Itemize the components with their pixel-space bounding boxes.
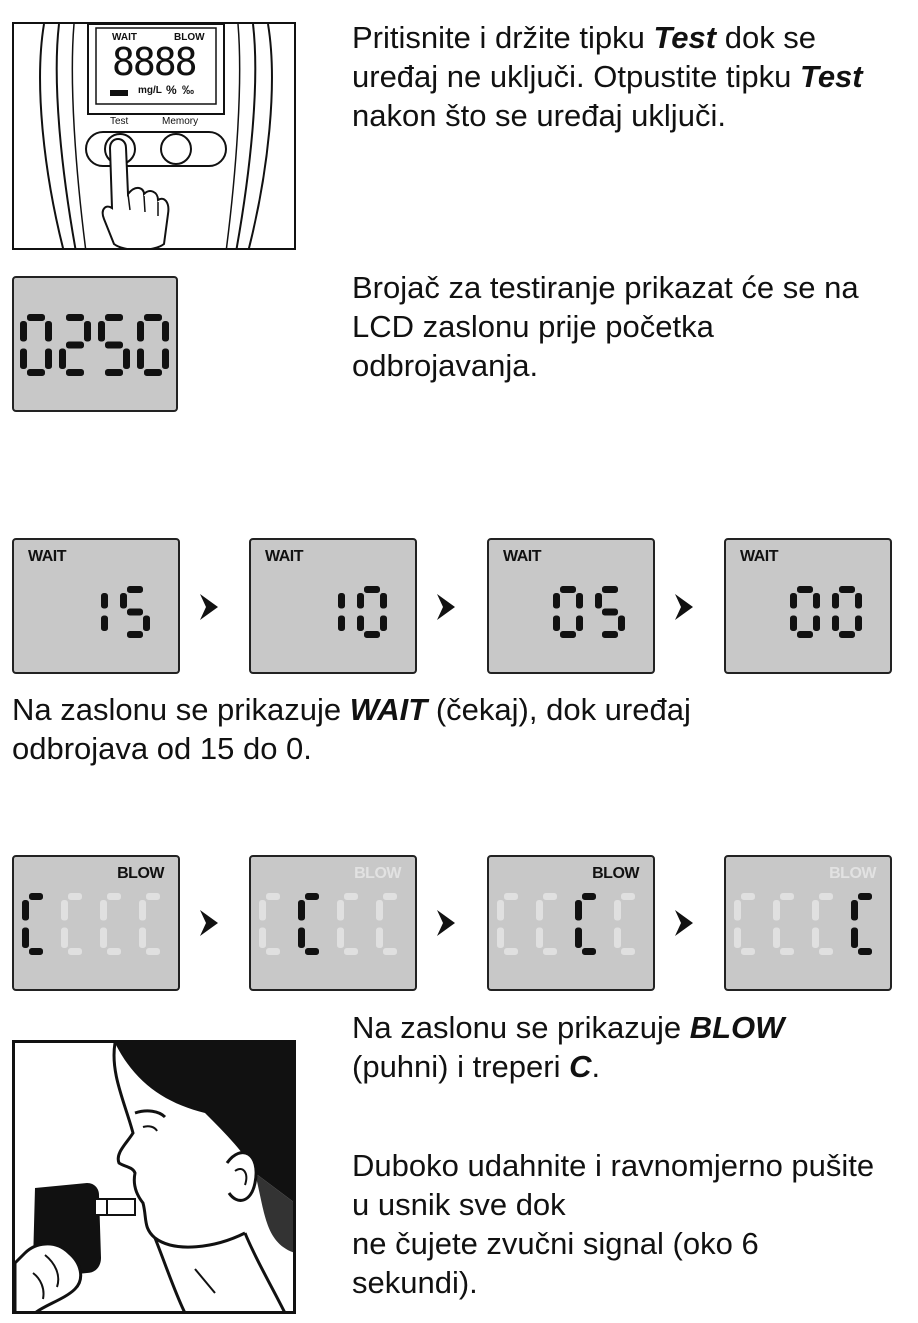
lcd-digit [98, 314, 130, 376]
lcd-segment [858, 948, 872, 955]
lcd-segment [137, 349, 144, 370]
lcd-segment [582, 893, 596, 900]
device-memory-button-label: Memory [162, 116, 199, 127]
lcd-segment [357, 616, 364, 632]
lcd-segment [504, 948, 518, 955]
lcd-segment [797, 631, 813, 638]
lcd-segment [832, 616, 839, 632]
lcd-segment [575, 928, 582, 949]
lcd-segment [105, 314, 123, 321]
lcd-segment [851, 900, 858, 921]
device-lcd-unit-permille: ‰ [182, 83, 194, 97]
lcd-segment [851, 928, 858, 949]
lcd-digit [59, 314, 91, 376]
next-arrow-icon [198, 908, 220, 938]
lcd-segment [68, 948, 82, 955]
next-arrow-icon [198, 592, 220, 622]
lcd-segment [305, 893, 319, 900]
lcd-segment [84, 321, 91, 342]
counter-digits [14, 278, 176, 410]
lcd-segment [618, 616, 625, 632]
lcd-segment [20, 321, 27, 342]
lcd-segment [560, 631, 576, 638]
lcd-segment [376, 900, 383, 921]
lcd-digit [259, 893, 280, 955]
lcd-segment [858, 893, 872, 900]
blow-label: BLOW [354, 865, 401, 882]
lcd-segment [497, 900, 504, 921]
blow-c-digits [489, 857, 653, 989]
keyword-test-1: Test [653, 20, 717, 55]
lcd-segment [780, 948, 794, 955]
lcd-segment [259, 928, 266, 949]
lcd-segment [105, 369, 123, 376]
lcd-segment [797, 586, 813, 593]
lcd-segment [259, 900, 266, 921]
blow-label: BLOW [592, 865, 639, 882]
lcd-segment [575, 900, 582, 921]
blow-label: BLOW [117, 865, 164, 882]
next-arrow-icon [673, 592, 695, 622]
lcd-segment [101, 593, 108, 609]
blow-label: BLOW [829, 865, 876, 882]
lcd-segment [143, 616, 150, 632]
lcd-segment [560, 586, 576, 593]
lcd-segment [59, 349, 66, 370]
lcd-segment [27, 314, 45, 321]
lcd-segment [364, 586, 380, 593]
lcd-segment [127, 586, 143, 593]
lcd-segment [162, 321, 169, 342]
lcd-digit [851, 893, 872, 955]
lcd-digit [790, 586, 820, 638]
countdown-lcd [724, 538, 892, 674]
next-arrow-icon [673, 908, 695, 938]
lcd-segment [298, 928, 305, 949]
lcd-segment [543, 893, 557, 900]
lcd-digit [337, 893, 358, 955]
blow-c-digits [14, 857, 178, 989]
lcd-segment [536, 928, 543, 949]
lcd-segment [66, 342, 84, 349]
lcd-segment [305, 948, 319, 955]
lcd-segment [543, 948, 557, 955]
lcd-segment [266, 893, 280, 900]
final-line-4: sekundi). [352, 1265, 478, 1300]
lcd-segment [839, 631, 855, 638]
lcd-segment [812, 928, 819, 949]
countdown-digits [489, 540, 653, 672]
lcd-segment [383, 948, 397, 955]
lcd-digit [298, 893, 319, 955]
lcd-digit [812, 893, 833, 955]
lcd-segment [66, 369, 84, 376]
lcd-segment [146, 893, 160, 900]
lcd-segment [337, 928, 344, 949]
lcd-segment [602, 609, 618, 616]
lcd-digit [139, 893, 160, 955]
lcd-segment [344, 893, 358, 900]
final-line-1: Duboko udahnite i ravnomjerno pušite [352, 1148, 875, 1183]
lcd-segment [29, 948, 43, 955]
man-blowing-drawing [15, 1043, 295, 1313]
lcd-segment [127, 609, 143, 616]
lcd-segment [741, 948, 755, 955]
user-blowing-illustration [12, 1040, 296, 1314]
lcd-segment [553, 616, 560, 632]
lcd-segment [614, 900, 621, 921]
lcd-segment [120, 593, 127, 609]
lcd-segment [380, 616, 387, 632]
countdown-digits [14, 540, 178, 672]
lcd-segment [734, 928, 741, 949]
device-illustration [12, 22, 296, 250]
wait-label: WAIT [265, 548, 303, 565]
lcd-digit [734, 893, 755, 955]
countdown-lcd [12, 538, 180, 674]
lcd-segment [338, 616, 345, 632]
lcd-segment [61, 928, 68, 949]
lcd-digit [575, 893, 596, 955]
lcd-segment [338, 593, 345, 609]
countdown-instruction: Na zaslonu se prikazuje WAIT (čekaj), dok uređaj odbrojava od 15 do 0. [12, 692, 691, 766]
lcd-segment [98, 321, 105, 342]
device-lcd-unit-percent: % [166, 83, 177, 97]
lcd-digit [376, 893, 397, 955]
lcd-digit [553, 586, 583, 638]
lcd-segment [812, 900, 819, 921]
lcd-digit [773, 893, 794, 955]
lcd-segment [504, 893, 518, 900]
lcd-segment [790, 616, 797, 632]
lcd-segment [68, 893, 82, 900]
lcd-segment [144, 369, 162, 376]
lcd-segment [383, 893, 397, 900]
lcd-segment [27, 369, 45, 376]
counter-lcd [12, 276, 178, 412]
blow-c-digits [726, 857, 890, 989]
countdown-lcd [487, 538, 655, 674]
blow-lcd [249, 855, 417, 991]
lcd-segment [127, 631, 143, 638]
lcd-segment [819, 893, 833, 900]
blow-instruction: Na zaslonu se prikazuje BLOW (puhni) i treperi C. [352, 1010, 785, 1084]
lcd-segment [22, 900, 29, 921]
lcd-segment [146, 948, 160, 955]
countdown-lcd [249, 538, 417, 674]
lcd-segment [602, 631, 618, 638]
next-arrow-icon [435, 908, 457, 938]
device-test-button-label: Test [110, 116, 129, 127]
lcd-segment [576, 616, 583, 632]
keyword-wait: WAIT [349, 692, 428, 727]
lcd-digit [338, 593, 345, 631]
lcd-segment [614, 928, 621, 949]
keyword-c: C [569, 1049, 592, 1084]
final-line-2: u usnik sve dok [352, 1187, 566, 1222]
lcd-segment [621, 948, 635, 955]
lcd-segment [107, 893, 121, 900]
lcd-segment [773, 900, 780, 921]
lcd-segment [105, 342, 123, 349]
device-lcd-digits: 8888 [112, 40, 196, 84]
keyword-blow: BLOW [689, 1010, 785, 1045]
lcd-segment [595, 593, 602, 609]
lcd-digit [595, 586, 625, 638]
lcd-segment [100, 900, 107, 921]
blow-lcd [487, 855, 655, 991]
next-arrow-icon [435, 592, 457, 622]
lcd-segment [45, 349, 52, 370]
lcd-segment [780, 893, 794, 900]
wait-label: WAIT [28, 548, 66, 565]
lcd-digit [357, 586, 387, 638]
lcd-segment [819, 948, 833, 955]
lcd-segment [66, 314, 84, 321]
lcd-digit [101, 593, 108, 631]
lcd-segment [553, 593, 560, 609]
lcd-segment [123, 349, 130, 370]
step1-instruction: Pritisnite i držite tipku Test dok se uređaj ne uključi. Otpustite tipku Test nakon što se uređaj uključi. [352, 20, 863, 133]
lcd-segment [61, 900, 68, 921]
lcd-segment [364, 631, 380, 638]
lcd-segment [380, 593, 387, 609]
lcd-segment [357, 593, 364, 609]
lcd-segment [29, 893, 43, 900]
battery-icon [110, 90, 128, 96]
lcd-digit [614, 893, 635, 955]
blow-lcd [12, 855, 180, 991]
lcd-digit [120, 586, 150, 638]
lcd-segment [22, 928, 29, 949]
device-lcd-unit-mgl: mg/L [138, 85, 162, 96]
lcd-segment [162, 349, 169, 370]
lcd-segment [45, 321, 52, 342]
lcd-segment [376, 928, 383, 949]
lcd-digit [137, 314, 169, 376]
lcd-digit [20, 314, 52, 376]
lcd-digit [100, 893, 121, 955]
lcd-segment [20, 349, 27, 370]
lcd-segment [773, 928, 780, 949]
lcd-digit [536, 893, 557, 955]
lcd-segment [734, 900, 741, 921]
wait-label: WAIT [740, 548, 778, 565]
lcd-digit [61, 893, 82, 955]
lcd-segment [344, 948, 358, 955]
lcd-segment [576, 593, 583, 609]
countdown-digits [726, 540, 890, 672]
keyword-test-2: Test [800, 59, 863, 94]
lcd-segment [741, 893, 755, 900]
blow-c-digits [251, 857, 415, 989]
lcd-segment [813, 593, 820, 609]
lcd-segment [832, 593, 839, 609]
lcd-segment [536, 900, 543, 921]
lcd-segment [144, 314, 162, 321]
lcd-segment [337, 900, 344, 921]
step2-instruction: Brojač za testiranje prikazat će se na LCD zaslonu prije početka odbrojavanja. [352, 270, 859, 383]
lcd-segment [101, 616, 108, 632]
lcd-segment [582, 948, 596, 955]
lcd-digit [22, 893, 43, 955]
lcd-digit [832, 586, 862, 638]
lcd-segment [298, 900, 305, 921]
lcd-segment [839, 586, 855, 593]
final-instruction [352, 1146, 918, 1302]
countdown-digits [251, 540, 415, 672]
lcd-segment [266, 948, 280, 955]
lcd-segment [139, 928, 146, 949]
lcd-digit [497, 893, 518, 955]
lcd-segment [602, 586, 618, 593]
lcd-segment [137, 321, 144, 342]
lcd-segment [621, 893, 635, 900]
lcd-segment [497, 928, 504, 949]
lcd-segment [855, 593, 862, 609]
final-line-3: ne čujete zvučni signal (oko 6 [352, 1226, 759, 1261]
device-lcd-blow-label: BLOW [174, 32, 205, 43]
lcd-segment [100, 928, 107, 949]
lcd-segment [855, 616, 862, 632]
lcd-segment [790, 593, 797, 609]
lcd-segment [813, 616, 820, 632]
lcd-segment [139, 900, 146, 921]
wait-label: WAIT [503, 548, 541, 565]
blow-lcd [724, 855, 892, 991]
lcd-segment [107, 948, 121, 955]
device-lcd-wait-label: WAIT [112, 32, 137, 43]
